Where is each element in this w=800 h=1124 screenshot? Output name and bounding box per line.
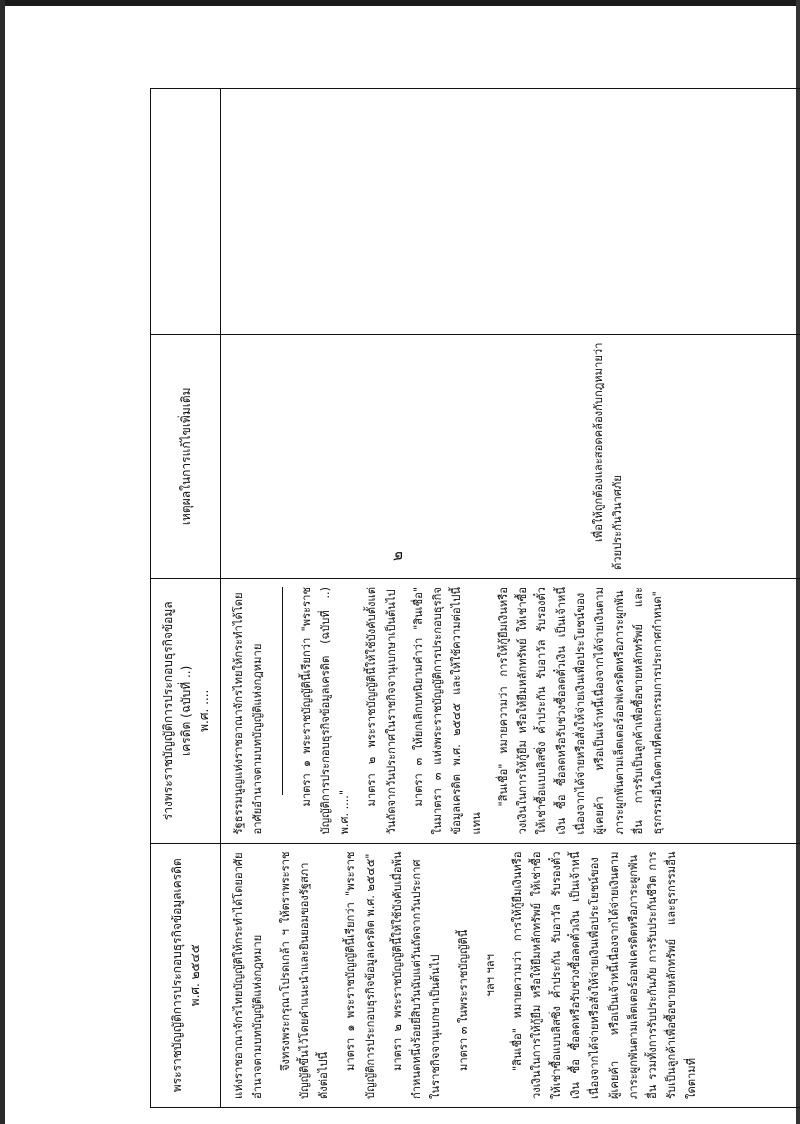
current-law-section-2: มาตรา ๒ พระราชบัญญัตินี้ให้ใช้บังคับเมื่อพ้นกำหนดหนึ่งร้อยยี่สิบวันนับแต่วันถัดจากวันประกาศในราชกิจจานุเบกษาเป็นต้นไป [390, 851, 443, 1099]
header-extra [151, 89, 220, 334]
current-law-ellipsis: ฯลฯ ฯลฯ [483, 954, 497, 997]
draft-law-section-1: มาตรา ๑ พระราชบัญญัตินี้เรียกว่า "พระราชบัญญัติการประกอบธุรกิจข้อมูลเครดิต (ฉบับที่ ..) พ.ศ. ...." [299, 587, 352, 835]
table-header-row [151, 89, 221, 1107]
header-current-law-year: พ.ศ. ๒๕๔๕ [187, 944, 202, 1007]
current-law-section-3: มาตรา ๓ ในพระราชบัญญัตินี้ [456, 929, 470, 1071]
header-draft-law-title: ร่างพระราชบัญญัติการประกอบธุรกิจข้อมูลเครดิต (ฉบับที่ ..) [160, 601, 193, 821]
header-current-law-title: พระราชบัญญัติการประกอบธุรกิจข้อมูลเครดิต [169, 858, 184, 1093]
draft-law-section-2: มาตรา ๒ พระราชบัญญัตินี้ให้ใช้บังคับตั้งแต่วันถัดจากวันประกาศในราชกิจจานุเบกษาเป็นต้นไป [365, 587, 398, 835]
header-current-law [151, 843, 220, 1107]
scan-border-left [0, 0, 5, 1124]
current-law-para-1: แห่งราชอาณาจักรไทยบัญญัติให้กระทำได้โดยอาศัยอำนาจตามบทบัญญัติแห่งกฎหมาย [232, 852, 265, 1099]
cell-extra [221, 89, 800, 334]
current-law-section-1: มาตรา ๑ พระราชบัญญัตินี้เรียกว่า "พระราชบัญญัติการประกอบธุรกิจข้อมูลเครดิต พ.ศ. ๒๕๔๕" [344, 851, 377, 1099]
header-draft-law-year: พ.ศ. .... [196, 689, 211, 732]
draft-law-section-3: มาตรา ๓ ให้ยกเลิกบทนิยามคำว่า "สินเชื่อ" ในมาตรา ๓ แห่งพระราชบัญญัติการประกอบธุรกิจข้อมูลเครดิต พ.ศ. ๒๕๔๕ และให้ใช้ความต่อไปนี้แทน [411, 587, 483, 835]
header-reason-title: เหตุผลในการแก้ไขเพิ่มเติม [178, 387, 193, 526]
cell-current-law [221, 843, 800, 1107]
draft-law-credit-definition: "สินเชื่อ" หมายความว่า การให้กู้ยืมเงินหรือวงเงินในการให้กู้ยืม หรือให้ยืมหลักทรัพย์ ให้เช่าซื้อ ให้เช่าซื้อแบบลิสซิ่ง ค้ำประกัน รับอาวัล รับรองตั๋วเงิน ซื้อ ซื้อลดหรือรับช่วงซื้อลดตั๋วเงิน เป็นเจ้าหนี้เนื่องจากได้จ่ายหรือสั่งให้จ่ายเงินเพื่อประโยชน์ของผู้เคยค้า หรือเป็นเจ้าหนี้เนื่องจากได้จ่ายเงินตามภาระผูกพันตามเล็ตเตอร์ออฟเครดิตหรือภาระผูกพันอื่น การรับเป็นลูกค้าเพื่อซื้อขายหลักทรัพย์ และธุรกรรมอื่นใดตามที่คณะกรรมการประกาศกำหนด" [496, 587, 665, 835]
current-law-para-2: จึงทรงพระกรุณาโปรดเกล้า ฯ ให้ตราพระราชบัญญัติขึ้นไว้โดยคำแนะนำและยินยอมของรัฐสภาดังต่อไปนี้ [278, 851, 331, 1099]
cell-reason [221, 334, 800, 579]
table-body-row [221, 89, 800, 1107]
scan-border-top [0, 0, 800, 6]
header-reason [151, 334, 220, 579]
draft-law-para-1: รัฐธรรมนูญแห่งราชอาณาจักรไทยให้กระทำได้โดยอาศัยอำนาจตามบทบัญญัติแห่งกฎหมาย [232, 592, 265, 835]
header-draft-law [151, 578, 220, 842]
cell-draft-law [221, 578, 800, 842]
reason-text: เพื่อให้ถูกต้องและสอดคล้องกับกฎหมายว่าด้วยประกันวินาศภัย [592, 342, 625, 571]
current-law-credit-definition: "สินเชื่อ" หมายความว่า การให้กู้ยืมเงินหรือวงเงินในการให้กู้ยืม หรือให้ยืมหลักทรัพย์ ให้เช่าซื้อ ให้เช่าซื้อแบบลิสซิ่ง ค้ำประกัน รับอาวัล รับรองตั๋วเงิน ซื้อ ซื้อลดหรือรับช่วงซื้อลดตั๋วเงิน เป็นเจ้าหนี้เนื่องจากได้จ่ายหรือสั่งให้จ่ายเงินเพื่อประโยชน์ของผู้เคยค้า หรือเป็นเจ้าหนี้เนื่องจากได้จ่ายเงินตามภาระผูกพันตามเล็ตเตอร์ออฟเครดิตหรือภาระผูกพันอื่น รวมทั้งการรับประกันภัย การรับประกันชีวิต การรับเป็นลูกค้าเพื่อซื้อขายหลักทรัพย์ และธุรกรรมอื่นใดตามที่ [511, 851, 698, 1099]
comparison-table [150, 88, 800, 1108]
page-number: ๒ [388, 551, 406, 561]
separator-line [282, 587, 283, 794]
